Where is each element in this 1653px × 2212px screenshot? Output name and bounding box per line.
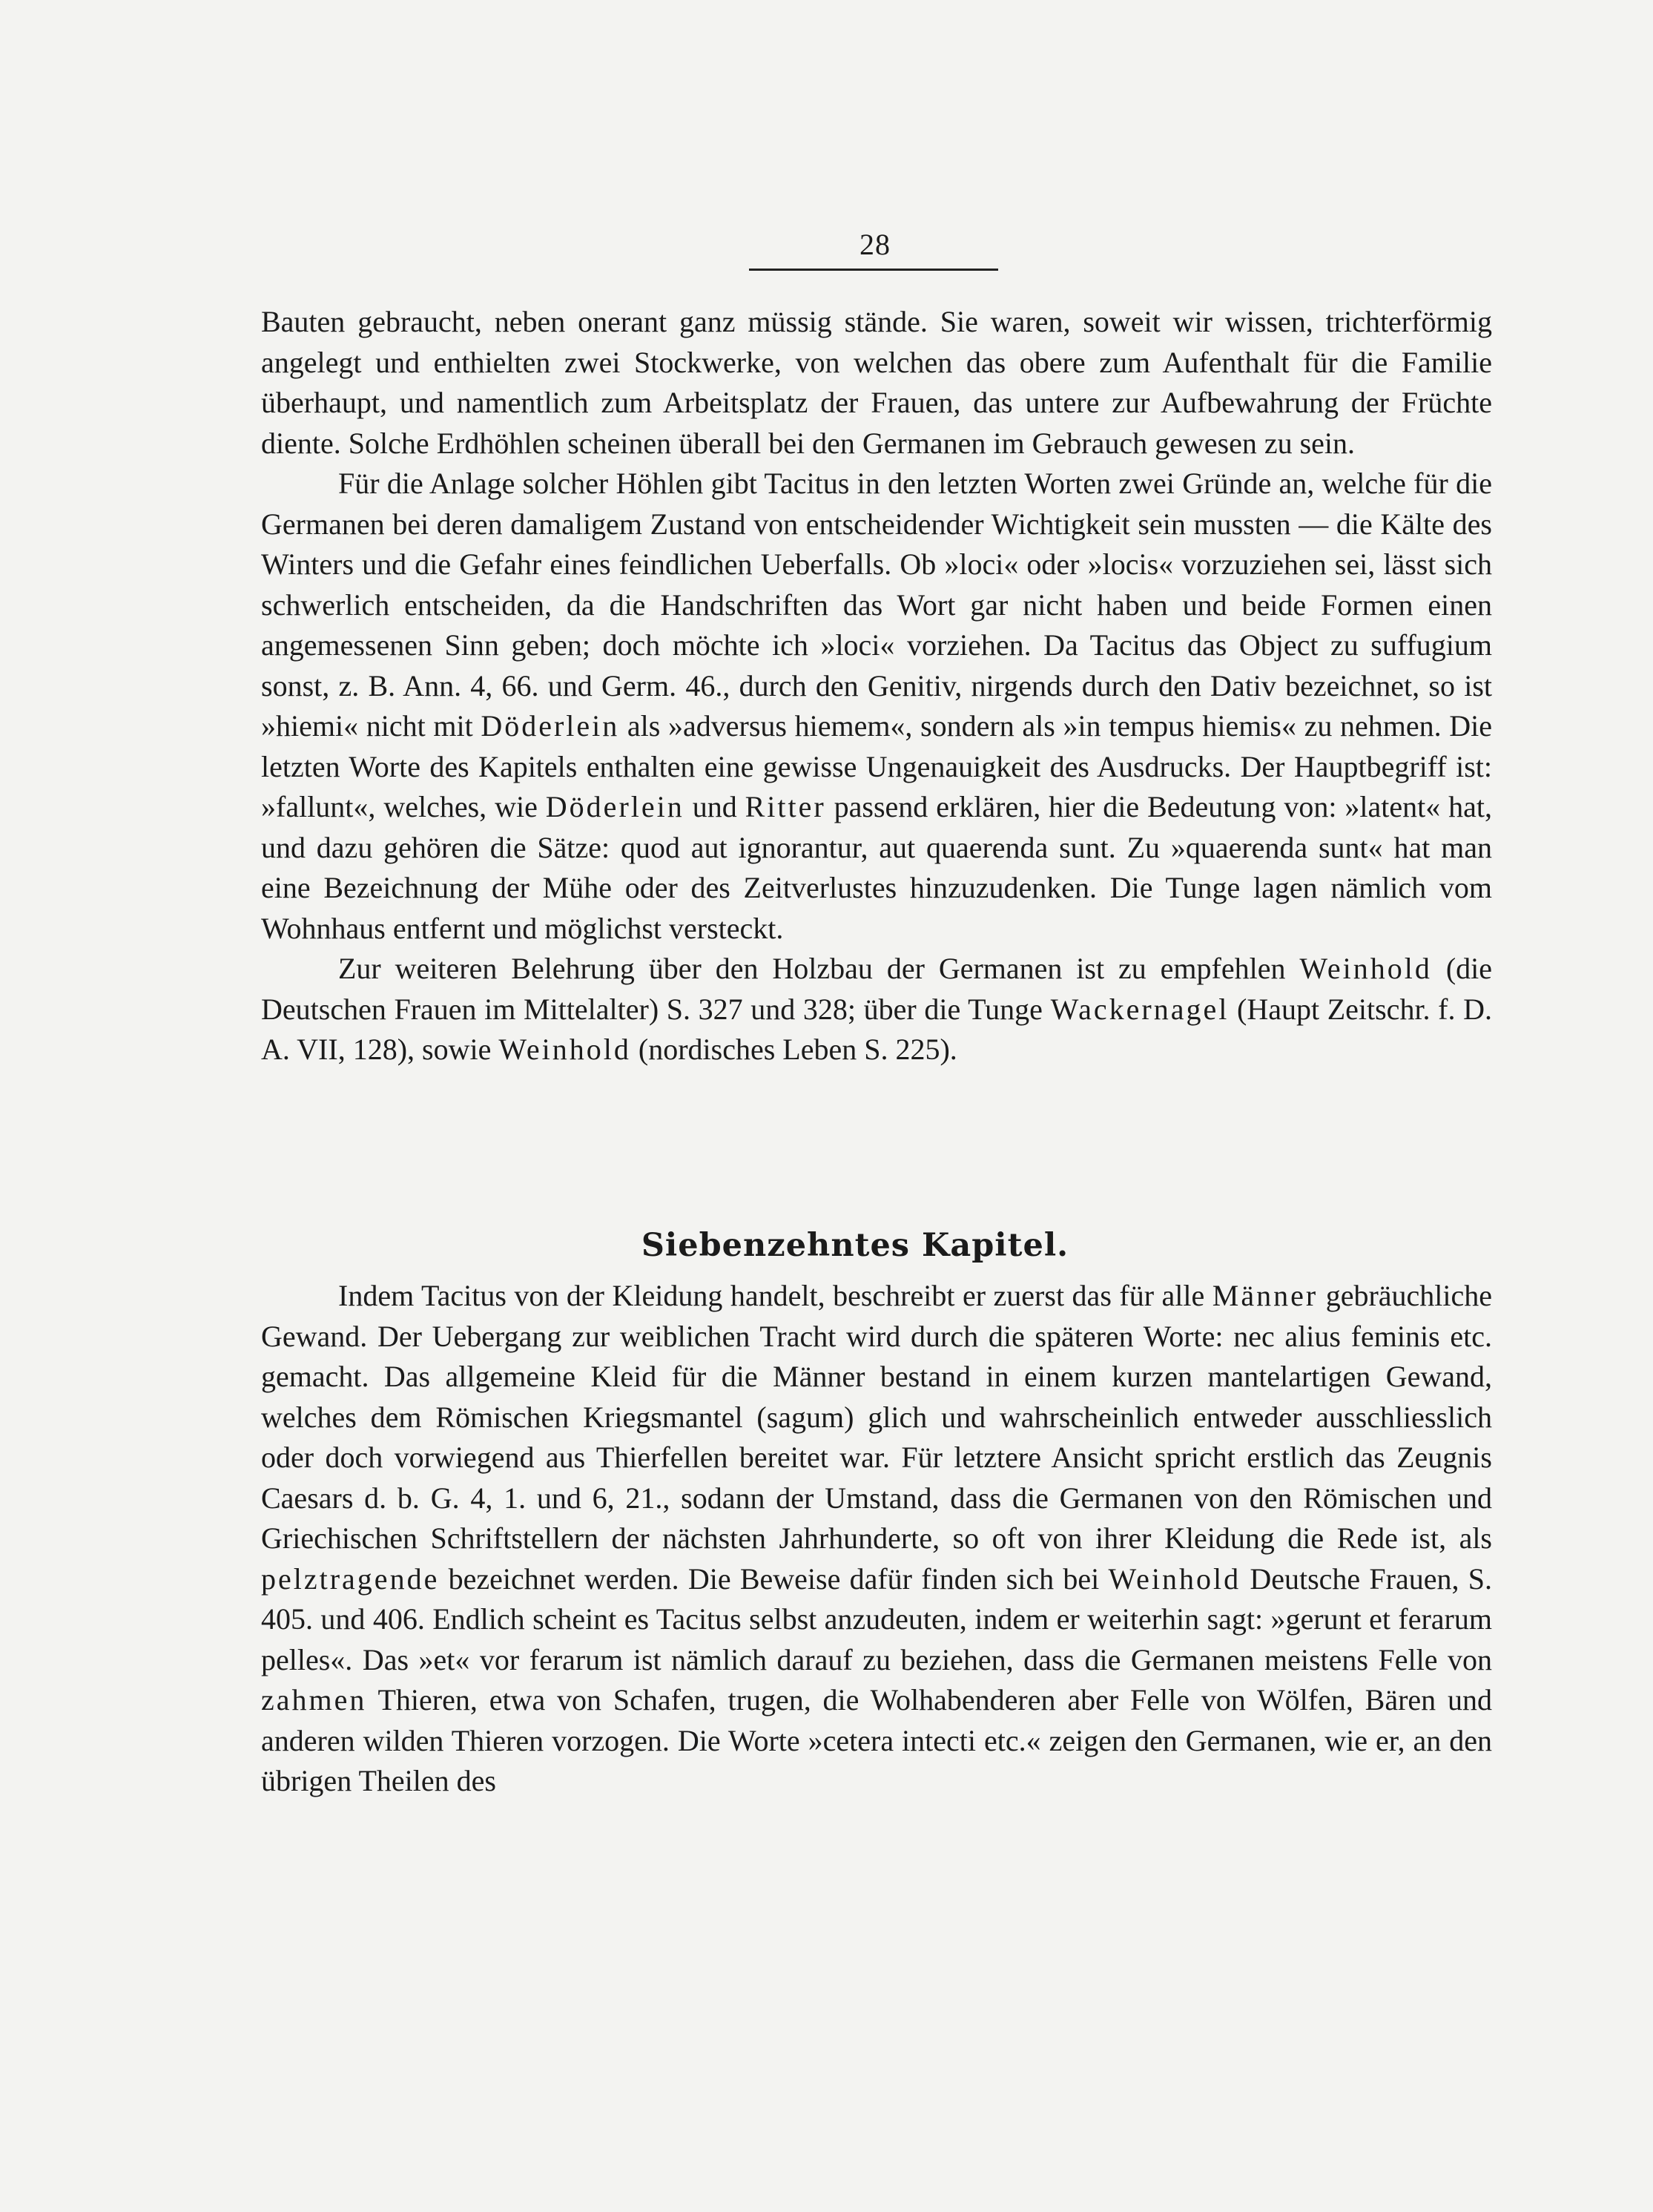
spaced-name: Weinhold bbox=[1108, 1561, 1241, 1596]
spaced-name: Wackernagel bbox=[1050, 992, 1230, 1026]
spaced-name: Ritter bbox=[745, 790, 826, 823]
spaced-name: zahmen bbox=[261, 1683, 367, 1716]
text-run: passend erklären, hier die Bedeutung von: »latent« hat, und dazu gehören die Sätze: quod aut ignorantur, aut quaerenda sunt. Zu »quaerenda sunt« hat man eine Bezeichnung der Mühe oder des Zeitverlustes hinzuzudenken. Die Tunge lagen nämlich vom Wohnhaus entfernt und möglichst versteckt. bbox=[261, 790, 1493, 945]
paragraph bbox=[261, 949, 1492, 1070]
text-run: Deutsche Frauen, S. 405. und 406. Endlich scheint es Tacitus selbst anzudeuten, indem er weiterhin sagt: »gerunt et ferarum pelles«. Das »et« vor ferarum ist nämlich darauf zu beziehen, dass die Germanen meistens Felle von bbox=[261, 1561, 1493, 1676]
page-number: 28 bbox=[860, 228, 891, 261]
text-run: (die Deutschen Frauen im Mittelalter) S. 327 und 328; über die Tunge bbox=[261, 952, 1492, 1026]
body-text-upper bbox=[261, 302, 1492, 1070]
header-rule bbox=[749, 269, 998, 271]
paragraph bbox=[261, 302, 1492, 464]
text-run: bezeichnet werden. Die Beweise dafür finden sich bei bbox=[448, 1561, 1100, 1596]
spaced-name: pelztragende bbox=[261, 1561, 440, 1596]
text-run: Zur weiteren Belehrung über den Holzbau der Germanen ist zu empfehlen bbox=[338, 952, 1286, 985]
paragraph bbox=[261, 464, 1492, 949]
spaced-name: Männer bbox=[1212, 1279, 1319, 1312]
text-run: gebräuchliche Gewand. Der Uebergang zur weiblichen Tracht wird durch die späteren Worte: nec alius feminis etc. gemacht. Das allgemeine Kleid für die Männer bestand in einem kurzen mantelartigen Gewand, welches dem Römischen Kriegsmantel (sagum) glich und wahrscheinlich entweder ausschliesslich oder doch vorwiegend aus Thierfellen bereitet war. Für letztere Ansicht spricht erstlich das Zeugnis Caesars d. b. G. 4, 1. und 6, 21., sodann der Umstand, dass die Germanen von den Römischen und Griechischen Schriftstellern der nächsten Jahrhunderte, so oft von ihrer Kleidung die Rede ist, als bbox=[261, 1279, 1493, 1555]
text-run: als »adversus hiemem«, sondern als »in tempus hiemis« zu nehmen. Die letzten Worte des Kapitels enthalten eine gewisse Ungenauigkeit des Ausdrucks. Der Hauptbegriff ist: »fallunt«, welches, wie bbox=[261, 709, 1493, 823]
body-text-lower bbox=[261, 1276, 1492, 1802]
text-run: und bbox=[692, 790, 737, 823]
spaced-name: Döderlein bbox=[481, 709, 620, 743]
text-run: Für die Anlage solcher Höhlen gibt Tacitus in den letzten Worten zwei Gründe an, welche für die Germanen bei deren damaligem Zustand von entscheidender Wichtigkeit sein mussten — die Kälte des Winters und die Gefahr eines feindlichen Ueberfalls. Ob »loci« oder »locis« vorzuziehen sei, lässt sich schwerlich entscheiden, da die Handschriften das Wort gar nicht haben und beide Formen einen angemessenen Sinn geben; doch möchte ich »loci« vorziehen. Da Tacitus das Object zu suffugium sonst, z. B. Ann. 4, 66. und Germ. 46., durch den Genitiv, nirgends durch den Dativ bezeichnet, so ist »hiemi« nicht mit bbox=[261, 467, 1492, 743]
text-run: (Haupt Zeitschr. f. D. A. VII, 128), sowie bbox=[261, 992, 1493, 1066]
spaced-name: Döderlein bbox=[545, 790, 684, 823]
spaced-name: Weinhold bbox=[1299, 952, 1432, 985]
text-run: Bauten gebraucht, neben onerant ganz müssig stände. Sie waren, soweit wir wissen, trichterförmig angelegt und enthielten zwei Stockwerke, von welchen das obere zum Aufenthalt für die Familie überhaupt, und namentlich zum Arbeitsplatz der Frauen, das untere zur Aufbewahrung der Früchte diente. Solche Erdhöhlen scheinen überall bei den Germanen im Gebrauch gewesen zu sein. bbox=[261, 305, 1492, 460]
paragraph bbox=[261, 1276, 1492, 1802]
text-run: Indem Tacitus von der Kleidung handelt, beschreibt er zuerst das für alle bbox=[338, 1279, 1205, 1312]
spaced-name: Weinhold bbox=[498, 1033, 631, 1066]
chapter-heading: Siebenzehntes Kapitel. bbox=[641, 1227, 1069, 1264]
text-run: (nordisches Leben S. 225). bbox=[638, 1033, 957, 1066]
text-run: Thieren, etwa von Schafen, trugen, die Wolhabenderen aber Felle von Wölfen, Bären und anderen wilden Thieren vorzogen. Die Worte »cetera intecti etc.« zeigen den Germanen, wie er, an den übrigen Theilen des bbox=[261, 1683, 1492, 1797]
